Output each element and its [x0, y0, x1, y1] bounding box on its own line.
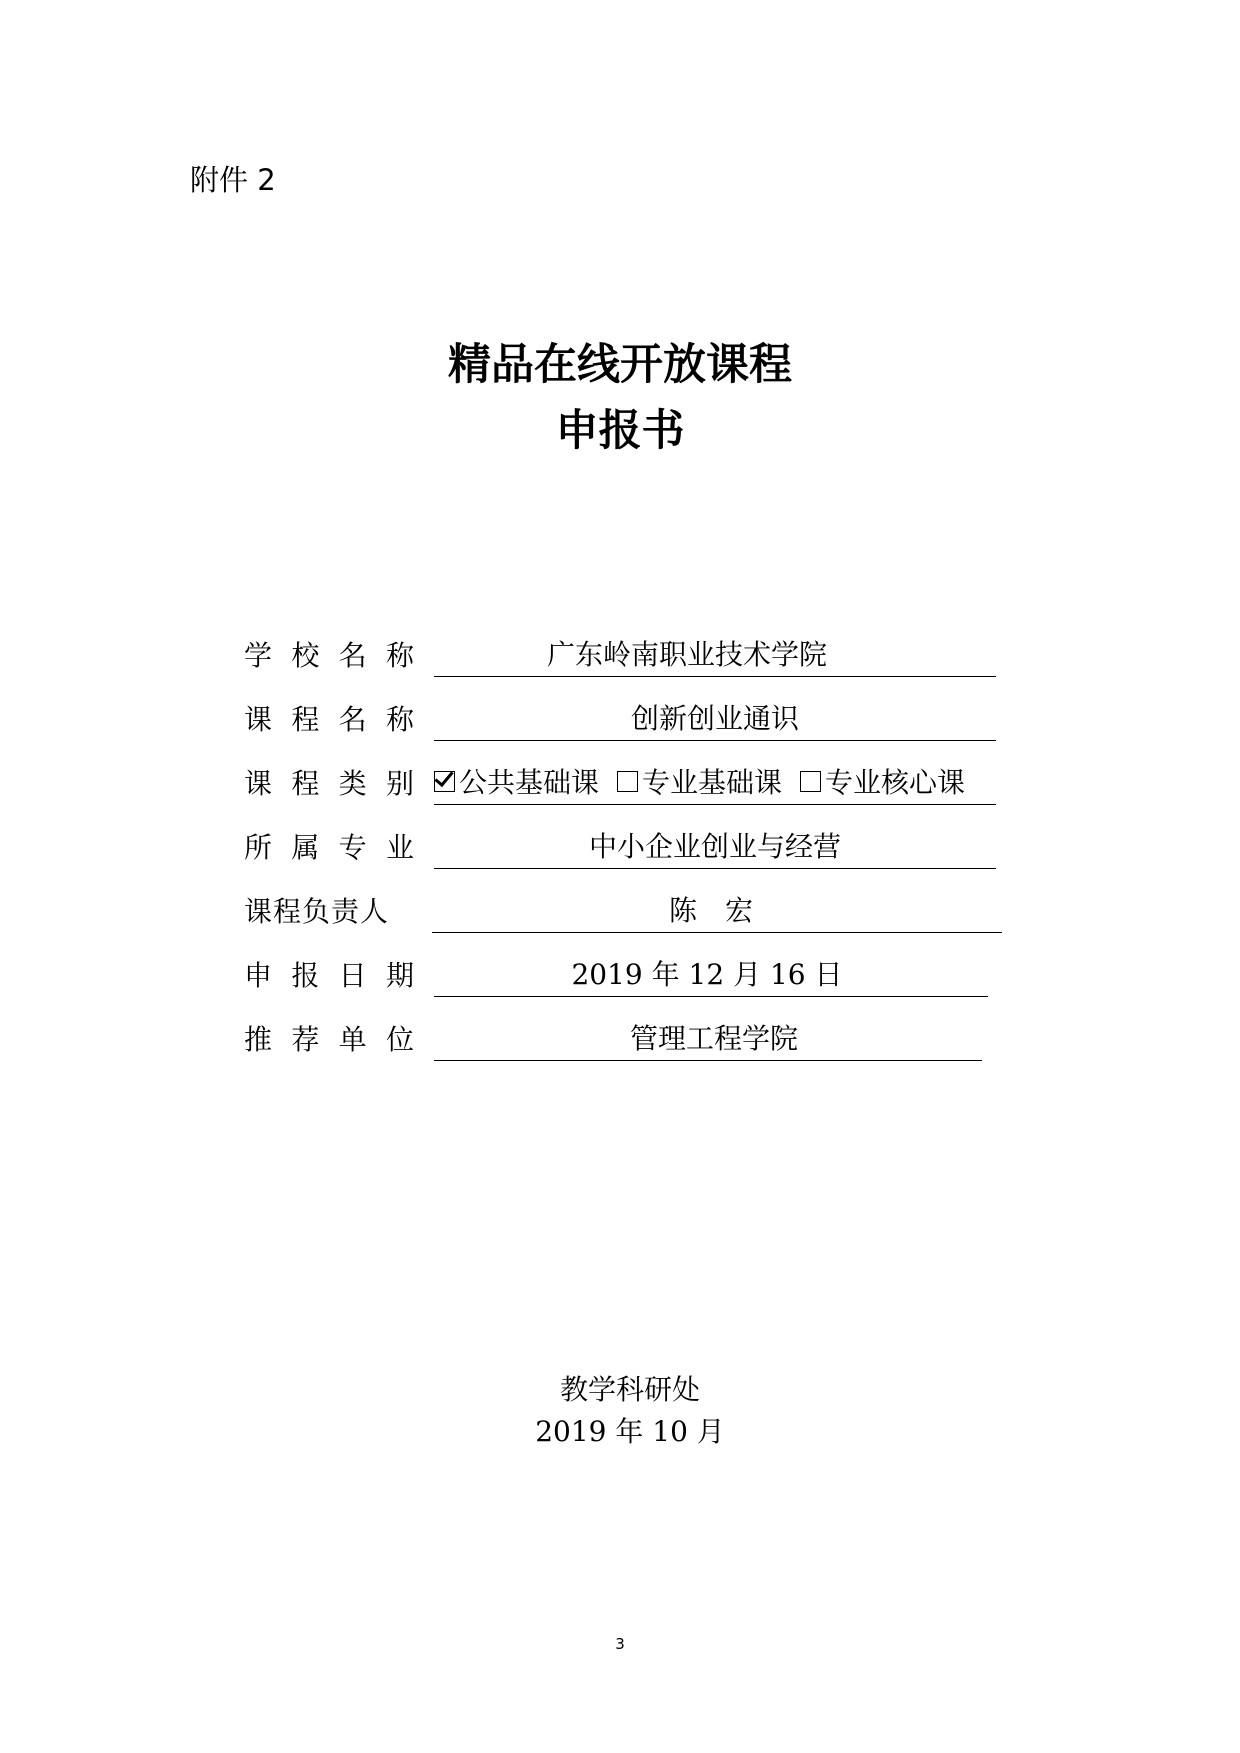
course-name-field[interactable]	[434, 694, 996, 741]
issuing-date: 2019 年 10 月	[535, 1415, 725, 1448]
date-field[interactable]	[434, 950, 988, 997]
form-row-date	[244, 950, 1004, 998]
course-name-label	[244, 694, 414, 742]
checked-checkbox-icon[interactable]	[434, 771, 455, 792]
document-subtitle: 申报书	[555, 406, 685, 456]
label-char: 程	[291, 703, 320, 736]
label-char: 日	[338, 959, 367, 992]
recommender-value: 管理工程学院	[629, 1022, 798, 1055]
course-type-field	[434, 758, 996, 805]
label-char: 单	[338, 1023, 367, 1056]
course-type-option-public-basic[interactable]	[434, 761, 599, 801]
label-char: 所	[244, 831, 273, 864]
leader-label: 课程负责人	[244, 895, 390, 928]
course-name-value: 创新创业通识	[630, 702, 799, 735]
label-char: 课	[244, 703, 273, 736]
date-label	[244, 950, 414, 998]
label-char: 课	[244, 767, 273, 800]
form-row-recommender	[244, 1014, 1004, 1062]
label-char: 报	[291, 959, 320, 992]
major-value: 中小企业创业与经营	[588, 830, 841, 863]
option-label: 专业核心课	[825, 766, 966, 799]
page-number: 3	[615, 1635, 625, 1653]
label-char: 学	[244, 639, 273, 672]
school-value: 广东岭南职业技术学院	[546, 638, 827, 671]
label-char: 程	[291, 767, 320, 800]
course-type-option-professional-basic[interactable]	[617, 761, 782, 801]
major-label	[244, 822, 414, 870]
issuing-office: 教学科研处	[559, 1373, 700, 1406]
label-char: 期	[385, 959, 414, 992]
label-char: 称	[385, 703, 414, 736]
label-char: 别	[385, 767, 414, 800]
form-row-leader	[244, 886, 1004, 934]
label-char: 类	[338, 767, 367, 800]
course-type-label	[244, 758, 414, 806]
label-char: 校	[291, 639, 320, 672]
school-field[interactable]	[434, 630, 996, 677]
recommender-label	[244, 1014, 414, 1062]
date-value: 2019 年 12 月 16 日	[571, 958, 843, 991]
form-row-course-type	[244, 758, 1004, 806]
unchecked-checkbox-icon[interactable]	[800, 771, 821, 792]
attachment-label: 附件 2	[190, 163, 276, 197]
form-row-course-name	[244, 694, 1004, 742]
form-row-school	[244, 630, 1004, 678]
label-char: 名	[338, 639, 367, 672]
form-row-major	[244, 822, 1004, 870]
major-field[interactable]	[434, 822, 996, 869]
label-char: 业	[385, 831, 414, 864]
school-label	[244, 630, 414, 678]
label-char: 位	[385, 1023, 414, 1056]
document-title: 精品在线开放课程	[448, 340, 792, 390]
course-type-option-professional-core[interactable]	[800, 761, 965, 801]
label-char: 专	[338, 831, 367, 864]
option-label: 公共基础课	[459, 766, 600, 799]
label-char: 称	[385, 639, 414, 672]
leader-field[interactable]	[432, 886, 1002, 933]
leader-value: 陈 宏	[668, 894, 753, 927]
label-char: 荐	[291, 1023, 320, 1056]
option-label: 专业基础课	[642, 766, 783, 799]
label-char: 名	[338, 703, 367, 736]
recommender-field[interactable]	[434, 1014, 982, 1061]
label-char: 推	[244, 1023, 273, 1056]
label-char: 申	[244, 959, 273, 992]
unchecked-checkbox-icon[interactable]	[617, 771, 638, 792]
label-char: 属	[291, 831, 320, 864]
